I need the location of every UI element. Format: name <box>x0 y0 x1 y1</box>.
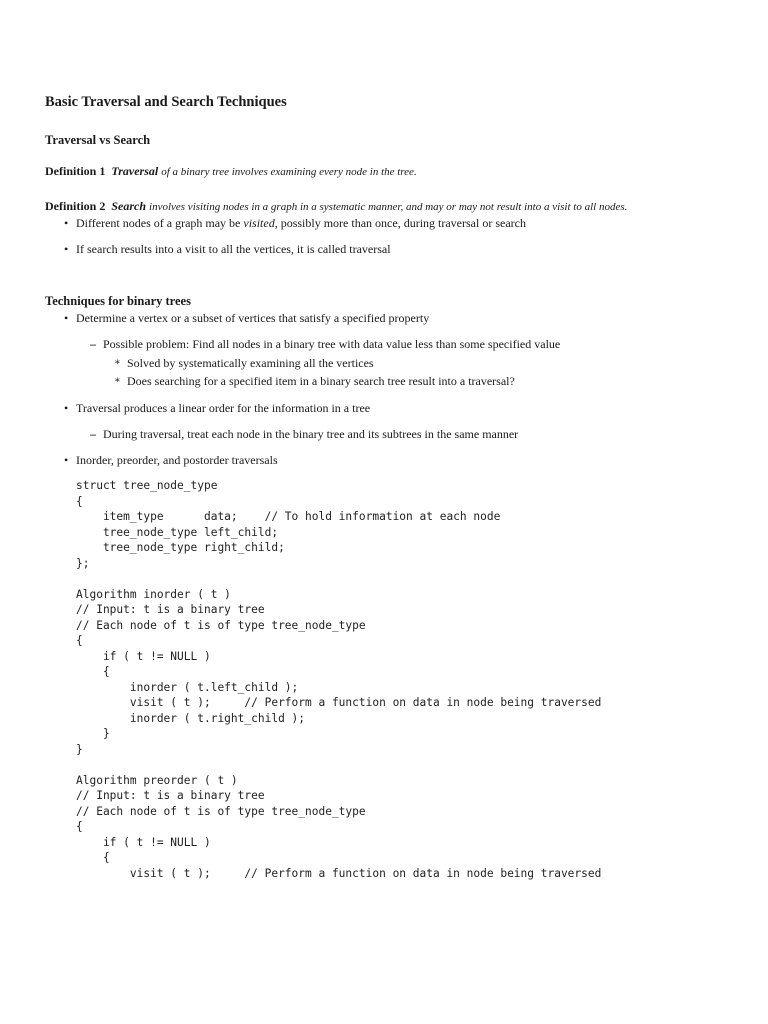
bullet-text: During traversal, treat each node in the binary tree and its subtrees in the same manner <box>103 427 519 441</box>
list-item <box>103 372 685 390</box>
bullet-icon: • <box>64 311 69 325</box>
definition-term: Traversal <box>111 164 159 178</box>
section-heading-techniques: Techniques for binary trees <box>45 294 191 308</box>
bullet-icon: • <box>64 242 69 256</box>
code-listing <box>76 478 685 881</box>
sub-sub-list <box>103 354 685 390</box>
bullet-text: Does searching for a specified item in a binary search tree result into a traversal? <box>127 374 515 388</box>
bullet-text: If search results into a visit to all the vertices, it is called traversal <box>76 242 391 256</box>
traversal-bullet-list <box>45 215 685 257</box>
list-item <box>103 354 685 372</box>
sub-list <box>76 426 685 442</box>
bullet-text: Possible problem: Find all nodes in a binary tree with data value less than some specified value <box>103 337 561 351</box>
bullet-text: Inorder, preorder, and postorder traversals <box>76 453 278 467</box>
list-item <box>45 310 685 390</box>
bullet-icon: • <box>64 216 69 230</box>
list-item <box>45 215 685 231</box>
section-heading-traversal-vs-search: Traversal vs Search <box>45 133 151 147</box>
code-gap <box>76 571 685 587</box>
dash-icon: – <box>90 337 96 351</box>
definition-body: involves visiting nodes in a graph in a systematic manner, and may or may not result into a visit to all nodes. <box>149 201 628 213</box>
code-gap <box>76 757 685 773</box>
code-struct: struct tree_node_type { item_type data; // To hold information at each node tree_node_type left_child; tree_node_type right_child; }; <box>76 479 501 570</box>
list-item <box>45 400 685 442</box>
definition-body: of a binary tree involves examining every node in the tree. <box>161 166 417 178</box>
definition-1 <box>45 163 685 180</box>
definition-label: Definition 1 <box>45 164 106 178</box>
asterisk-icon: ∗ <box>114 357 121 368</box>
bullet-text: Solved by systematically examining all the vertices <box>127 356 374 370</box>
document-page <box>45 92 685 881</box>
bullet-text: Traversal produces a linear order for the information in a tree <box>76 401 371 415</box>
definition-term: Search <box>111 199 147 213</box>
definition-label: Definition 2 <box>45 199 106 213</box>
dash-icon: – <box>90 427 96 441</box>
list-item <box>45 452 685 468</box>
sub-list <box>76 336 685 390</box>
bullet-text: , possibly more than once, during traversal or search <box>274 216 526 230</box>
bullet-emphasis: visited <box>243 216 275 230</box>
asterisk-icon: ∗ <box>114 375 121 386</box>
definition-2 <box>45 198 685 215</box>
bullet-icon: • <box>64 401 69 415</box>
list-item <box>45 241 685 257</box>
bullet-text: Determine a vertex or a subset of vertices that satisfy a specified property <box>76 311 430 325</box>
bullet-text: Different nodes of a graph may be <box>76 216 244 230</box>
code-inorder: Algorithm inorder ( t ) // Input: t is a binary tree // Each node of t is of type tree_node_type { if ( t != NULL ) { inorder ( t.left_child ); visit ( t ); // Perform a function on data in node being traversed inorder ( t.right_child ); } } <box>76 587 602 756</box>
bullet-icon: • <box>64 453 69 467</box>
list-item <box>76 336 685 390</box>
list-item <box>76 426 685 442</box>
page-title: Basic Traversal and Search Techniques <box>45 94 287 110</box>
code-preorder: Algorithm preorder ( t ) // Input: t is a binary tree // Each node of t is of type tree_node_type { if ( t != NULL ) { visit ( t ); // Perform a function on data in node being traversed <box>76 773 602 880</box>
techniques-bullet-list <box>45 310 685 468</box>
